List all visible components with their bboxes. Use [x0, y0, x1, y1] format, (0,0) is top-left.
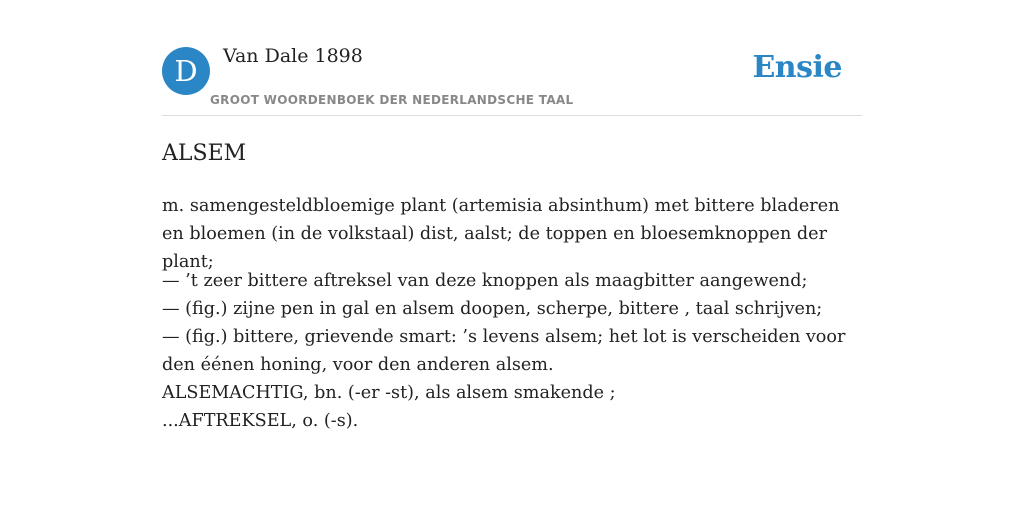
- brand-logo-link[interactable]: Ensie: [752, 50, 842, 85]
- entry-sense-line: — (fig.) zijne pen in gal en alsem doopen, scherpe, bittere , taal schrijven;: [162, 299, 823, 319]
- dictionary-subtitle: GROOT WOORDENBOEK DER NEDERLANDSCHE TAAL: [210, 93, 574, 107]
- entry-headword: ALSEM: [162, 141, 247, 166]
- entry-sense-list: [162, 267, 862, 435]
- entry-definition: m. samengesteldbloemige plant (artemisia absinthum) met bittere bladeren en bloemen (in de volkstaal) dist, aalst; de toppen en bloesemknoppen der plant;: [162, 196, 840, 272]
- entry-derivative-line: ...AFTREKSEL, o. (-s).: [162, 411, 359, 431]
- entry-derivative-line: ALSEMACHTIG, bn. (-er -st), als alsem smakende ;: [162, 383, 616, 403]
- dictionary-logo[interactable]: D: [162, 47, 210, 95]
- dictionary-header: [162, 0, 862, 116]
- entry-sense-line: — (fig.) bittere, grievende smart: ’s levens alsem; het lot is verscheiden voor den éénen honing, voor den anderen alsem.: [162, 327, 846, 375]
- entry-sense-line: — ’t zeer bittere aftreksel van deze knoppen als maagbitter aangewend;: [162, 271, 808, 291]
- dictionary-name[interactable]: Van Dale 1898: [223, 45, 363, 67]
- dictionary-card: [162, 0, 862, 431]
